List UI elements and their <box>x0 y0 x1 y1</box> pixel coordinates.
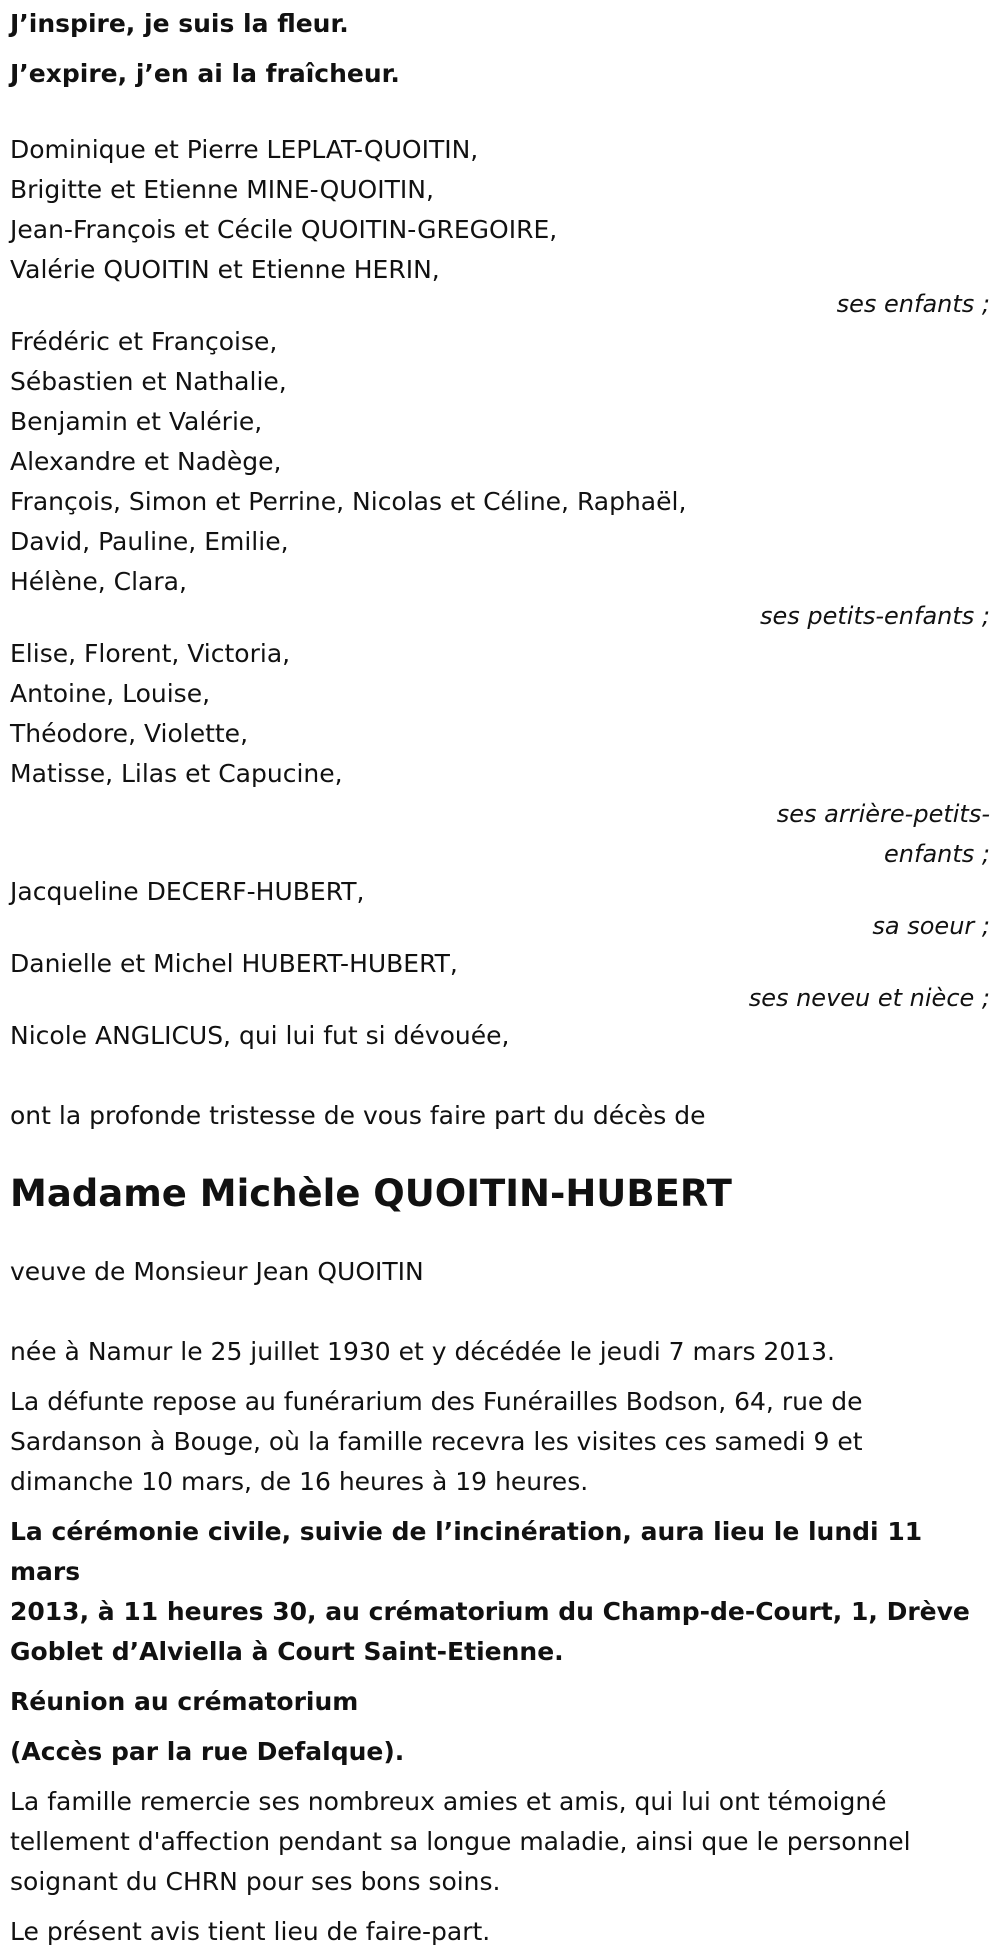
sister-role: sa soeur ; <box>872 912 990 940</box>
grandchildren-section <box>10 322 1000 636</box>
grandchildren-name: Hélène, Clara, <box>10 567 187 596</box>
great-grandchildren-role-line-2: enfants ; <box>884 840 990 868</box>
ceremony-line: 2013, à 11 heures 30, au crématorium du Champ-de-Court, 1, Drève <box>10 1597 970 1626</box>
great-grandchildren-section <box>10 634 1000 874</box>
funerarium-line: dimanche 10 mars, de 16 heures à 19 heures. <box>10 1467 589 1496</box>
children-section <box>10 130 1000 324</box>
thanks-line: La famille remercie ses nombreux amies et amis, qui lui ont témoigné <box>10 1787 887 1816</box>
grandchildren-name: François, Simon et Perrine, Nicolas et Céline, Raphaël, <box>10 487 687 516</box>
great-grandchildren-name: Antoine, Louise, <box>10 679 211 708</box>
ceremony-line: La cérémonie civile, suivie de l’incinération, aura lieu le lundi 11 mars <box>10 1517 923 1586</box>
thanks-paragraph <box>10 1782 990 1902</box>
children-name: Brigitte et Etienne MINE-QUOITIN, <box>10 175 434 204</box>
announcement-text: ont la profonde tristesse de vous faire part du décès de <box>10 1101 706 1130</box>
nephew-niece-role: ses neveu et nièce ; <box>748 984 990 1012</box>
nephew-niece-name: Danielle et Michel HUBERT-HUBERT, <box>10 949 458 978</box>
children-name: Dominique et Pierre LEPLAT-QUOITIN, <box>10 135 479 164</box>
ceremony-paragraph <box>10 1512 990 1672</box>
great-grandchildren-name: Théodore, Violette, <box>10 719 249 748</box>
epigraph-line-2: J’expire, j’en ai la fraîcheur. <box>10 59 400 88</box>
deceased-name: Madame Michèle QUOITIN-HUBERT <box>10 1172 732 1215</box>
great-grandchildren-name: Matisse, Lilas et Capucine, <box>10 759 343 788</box>
widow-of-line: veuve de Monsieur Jean QUOITIN <box>10 1257 424 1286</box>
great-grandchildren-name: Elise, Florent, Victoria, <box>10 639 291 668</box>
grandchildren-name: Sébastien et Nathalie, <box>10 367 287 396</box>
children-role: ses enfants ; <box>836 290 990 318</box>
grandchildren-name: David, Pauline, Emilie, <box>10 527 289 556</box>
birth-death-line: née à Namur le 25 juillet 1930 et y décédée le jeudi 7 mars 2013. <box>10 1337 835 1366</box>
sister-name: Jacqueline DECERF-HUBERT, <box>10 877 365 906</box>
children-name: Jean-François et Cécile QUOITIN-GREGOIRE, <box>10 215 558 244</box>
great-grandchildren-role <box>10 794 1000 874</box>
funerarium-line: Sardanson à Bouge, où la famille recevra les visites ces samedi 9 et <box>10 1427 863 1456</box>
reunion-line: Réunion au crématorium <box>10 1687 359 1716</box>
closing-line: Le présent avis tient lieu de faire-part. <box>10 1917 491 1946</box>
children-name: Valérie QUOITIN et Etienne HERIN, <box>10 255 440 284</box>
caregiver-line: Nicole ANGLICUS, qui lui fut si dévouée, <box>10 1021 510 1050</box>
grandchildren-name: Alexandre et Nadège, <box>10 447 282 476</box>
death-notice <box>0 4 1000 1946</box>
nephew-niece-section <box>10 944 1000 1018</box>
great-grandchildren-role-line-1: ses arrière-petits- <box>776 800 990 828</box>
thanks-line: tellement d'affection pendant sa longue maladie, ainsi que le personnel <box>10 1827 911 1856</box>
funerarium-paragraph <box>10 1382 990 1502</box>
epigraph-line-1: J’inspire, je suis la fleur. <box>10 9 349 38</box>
ceremony-line: Goblet d’Alviella à Court Saint-Etienne. <box>10 1637 564 1666</box>
access-line: (Accès par la rue Defalque). <box>10 1737 405 1766</box>
sister-section <box>10 872 1000 946</box>
thanks-line: soignant du CHRN pour ses bons soins. <box>10 1867 501 1896</box>
grandchildren-role: ses petits-enfants ; <box>759 602 990 630</box>
grandchildren-name: Frédéric et Françoise, <box>10 327 278 356</box>
grandchildren-name: Benjamin et Valérie, <box>10 407 263 436</box>
funerarium-line: La défunte repose au funérarium des Funérailles Bodson, 64, rue de <box>10 1387 863 1416</box>
